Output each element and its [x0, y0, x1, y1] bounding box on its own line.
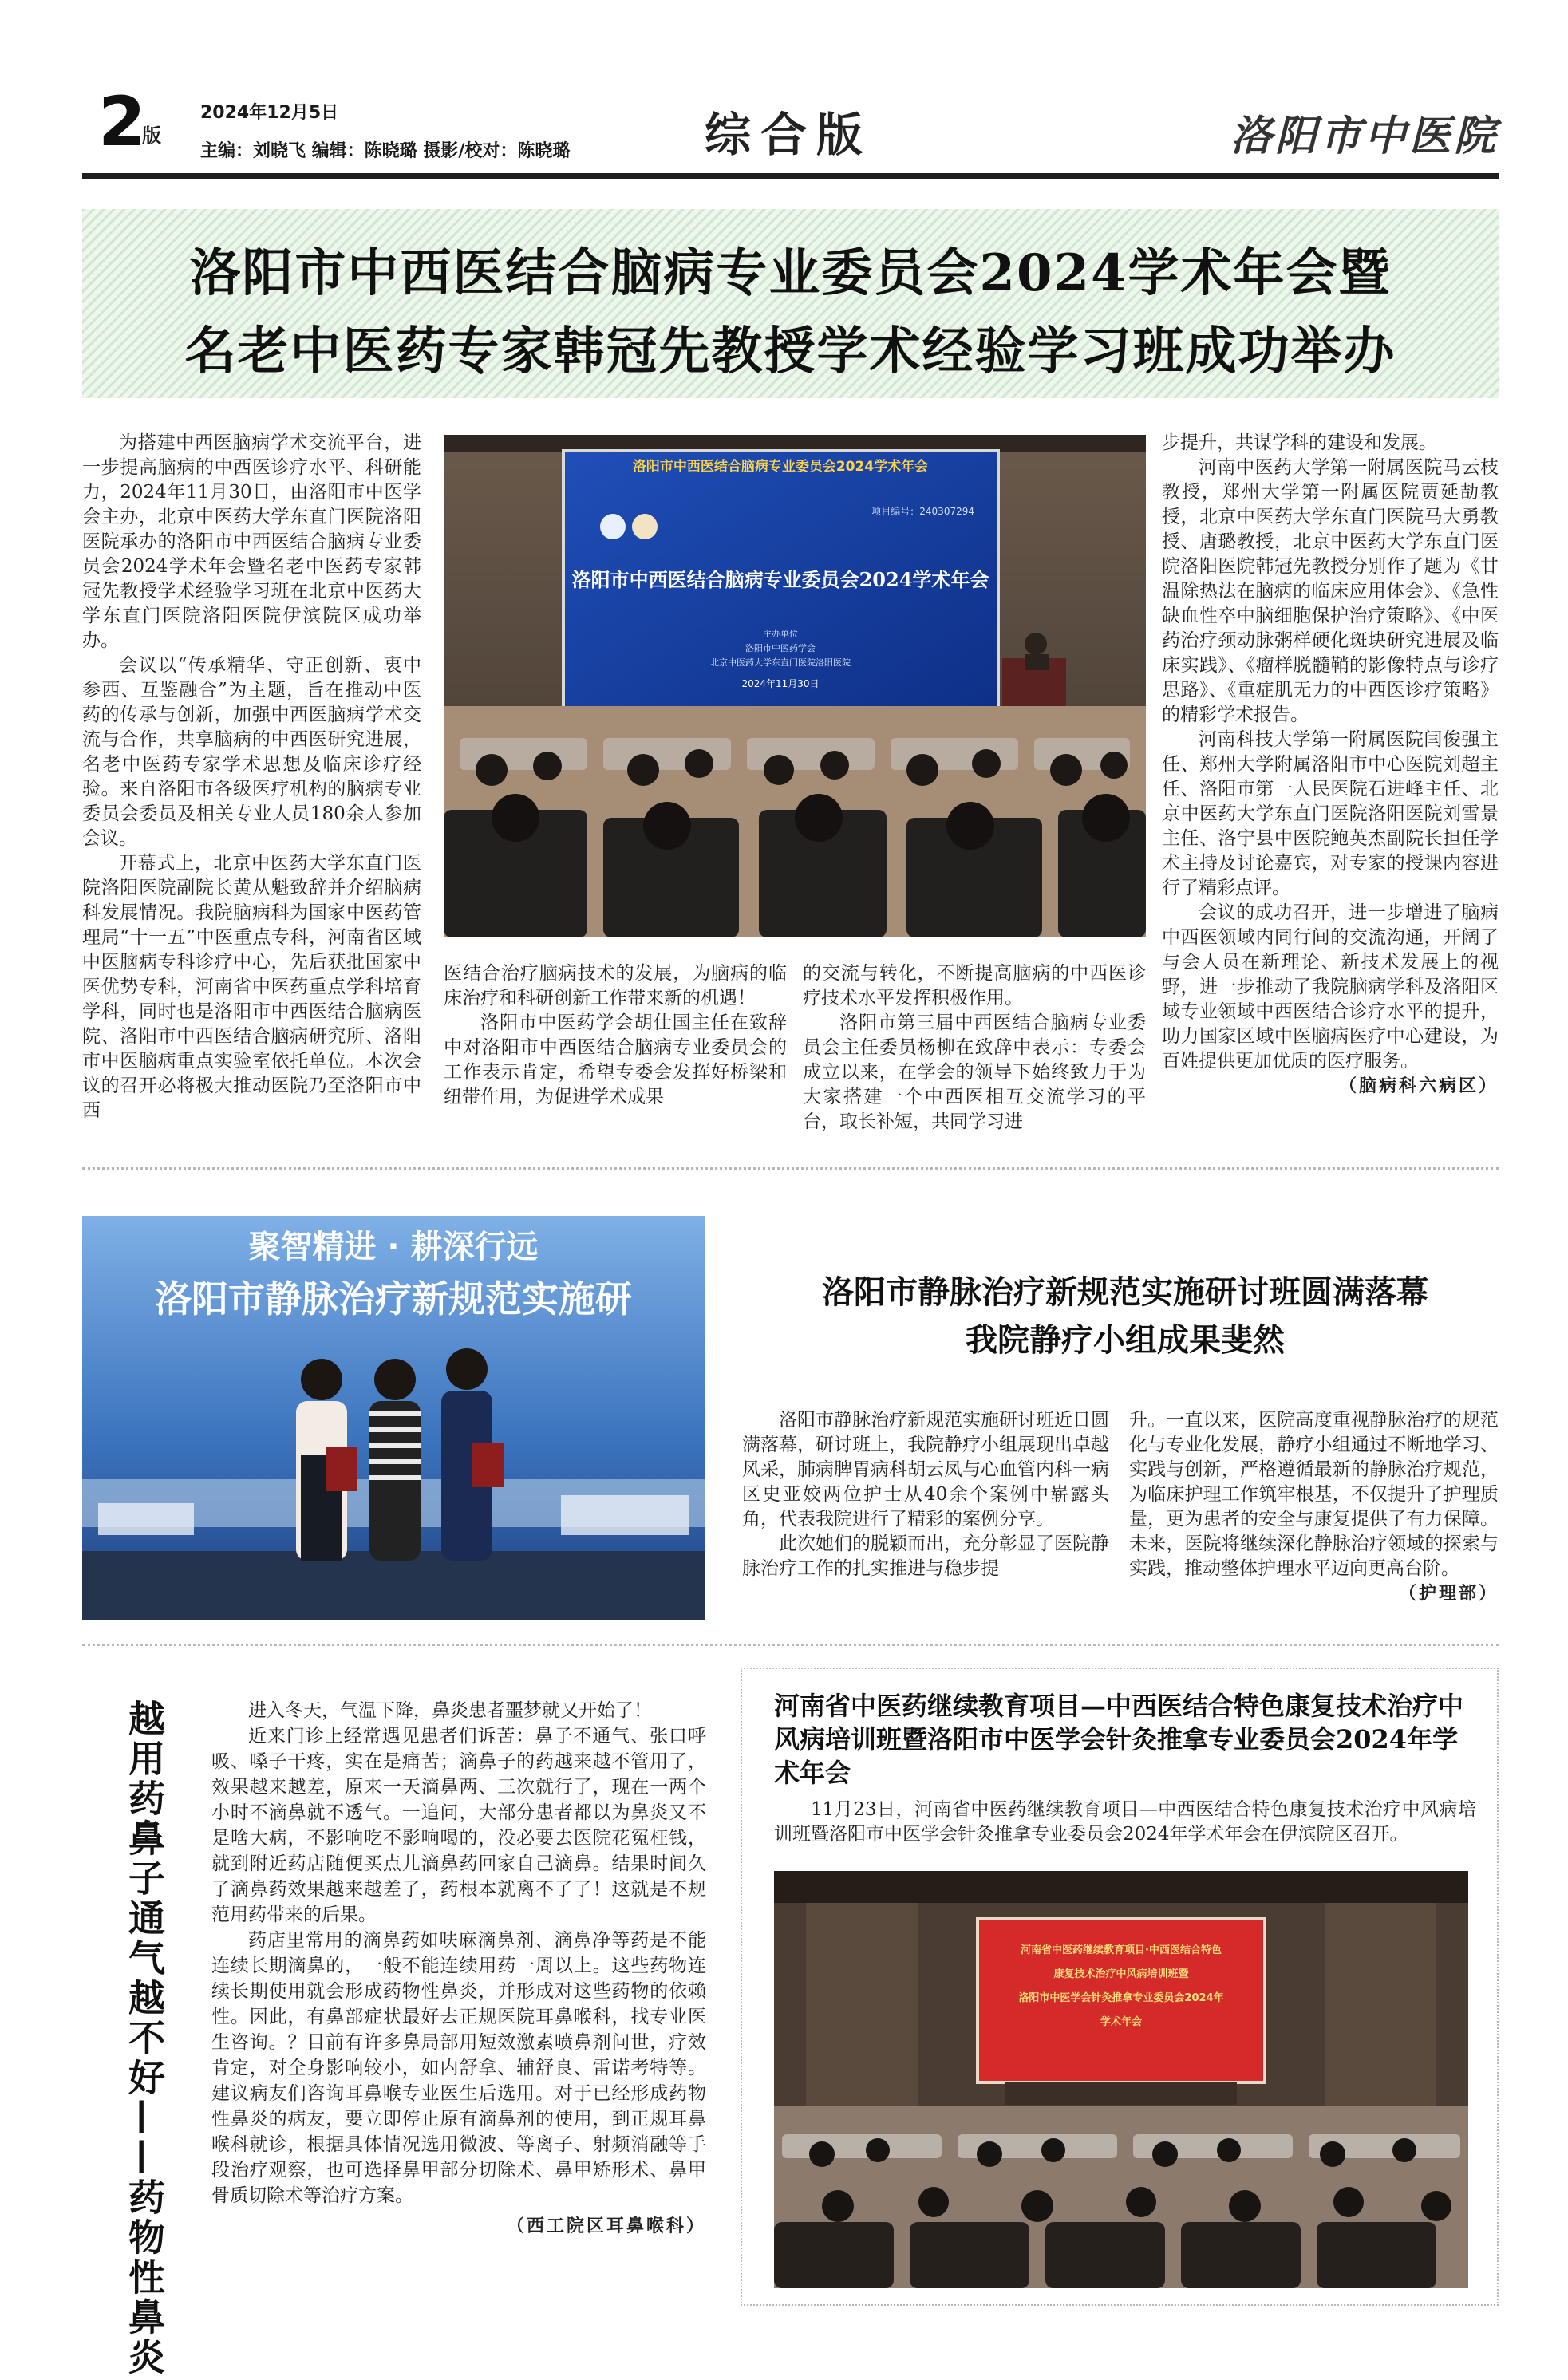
article2-column-1 [742, 1408, 1109, 1581]
masthead-rule [82, 173, 1499, 179]
article1-column-1 [82, 431, 421, 1123]
screen-line-2: 康复技术治疗中风病培训班暨 [1053, 1968, 1189, 1980]
article2-column-2 [1129, 1408, 1499, 1606]
logo-icon [632, 514, 658, 539]
article1-column-3 [803, 961, 1146, 1135]
stage-table [1005, 2082, 1237, 2105]
paragraph: 11月23日，河南省中医药继续教育项目—中西医结合特色康复技术治疗中风病培训班暨洛阳市中医学会针灸推拿专业委员会2024年学术年会在伊滨院区召开。 [774, 1799, 1476, 1845]
training-meeting-photo-art [774, 1871, 1468, 2288]
screen-host-2: 北京中医药大学东直门医院洛阳医院 [710, 657, 851, 668]
person [369, 1359, 421, 1561]
byline: （西工院区耳鼻喉科） [506, 2216, 706, 2236]
headline-line-2: 我院静疗小组成果斐然 [966, 1321, 1285, 1359]
paragraph: 洛阳市第三届中西医结合脑病专业委员会主任委员杨柳在致辞中表示：专委会成立以来，在学会的领导下始终致力于为大家搭建一个中西医相互交流学习的平台，取长补短，共同学习进 [803, 1012, 1146, 1132]
screen-line-3: 洛阳市中医学会针灸推拿专业委员会2024年 [1018, 1992, 1224, 2004]
staff-credits: 主编：刘晓飞 编辑：陈晓璐 摄影/校对：陈晓璐 [200, 141, 571, 161]
article4-body [774, 1798, 1476, 1847]
paragraph: 进入冬天，气温下降，鼻炎患者噩梦就又开始了！ [248, 1700, 652, 1721]
paragraph: 的交流与转化，不断提高脑病的中西医诊疗技术水平发挥积极作用。 [803, 963, 1146, 1008]
paragraph: 步提升，共谋学科的建设和发展。 [1162, 432, 1437, 453]
headline-line-2: 名老中医药专家韩冠先教授学术经验学习班成功举办 [184, 321, 1396, 381]
article3-body [211, 1698, 706, 2239]
screen-main-title: 洛阳市中西医结合脑病专业委员会2024学术年会 [571, 568, 989, 591]
headline-banner [82, 209, 1499, 398]
section-title: 综合版 [705, 108, 873, 162]
training-meeting-photo [774, 1871, 1468, 2288]
conference-photo-art [444, 435, 1146, 937]
conference-photo [444, 435, 1146, 937]
photo-banner-slogan: 聚智精进 · 耕深行远 [248, 1229, 539, 1265]
photo-banner-title: 洛阳市静脉治疗新规范实施研 [155, 1277, 632, 1320]
paragraph: 升。一直以来，医院高度重视静脉治疗的规范化与专业化发展，静疗小组通过不断地学习、实践与创新，严格遵循最新的静脉治疗规范，为临床护理工作筑牢根基，不仅提升了护理质量，更为患者的安全与康复提供了有力保障。未来，医院将继续深化静脉治疗领域的探索与实践，推动整体护理水平迈向更高台阶。 [1129, 1410, 1499, 1579]
paragraph: 药店里常用的滴鼻药如呋麻滴鼻剂、滴鼻净等药是不能连续长期滴鼻的，一般不能连续用药一周以上。这些药物连续长期使用就会形成药物性鼻炎，并形成对这些药物的依赖性。因此，有鼻部症状最好去正规医院耳鼻喉科，找专业医生咨询。？目前有许多鼻局部用短效激素喷鼻剂问世，疗效肯定，对全身影响较小，如内舒拿、辅舒良、雷诺考特等。建议病友们咨询耳鼻喉专业医生后选用。对于已经形成药物性鼻炎的病友，要立即停止原有滴鼻剂的使用，到正规耳鼻喉科就诊，根据具体情况选用微波、等离子、射频消融等手段治疗观察，也可选择鼻甲部分切除术、鼻甲矫形术、鼻甲骨质切除术等治疗方案。 [211, 1930, 706, 2206]
paragraph: 洛阳市中医药学会胡仕国主任在致辞中对洛阳市中西医结合脑病专业委员会的工作表示肯定，希望专委会发挥好桥梁和纽带作用，为促进学术成果 [444, 1012, 787, 1107]
paragraph: 为搭建中西医脑病学术交流平台，进一步提高脑病的中西医诊疗水平、科研能力，2024年11月30日，由洛阳市中医学会主办，北京中医药大学东直门医院洛阳医院承办的洛阳市中西医结合脑病专业委员会2024学术年会暨名老中医药专家韩冠先教授学术经验学习班在北京中医药大学东直门医院洛阳医院伊滨院区成功举办。 [82, 432, 421, 651]
page-number: 2 [98, 82, 146, 162]
paragraph: 会议以“传承精华、守正创新、衷中参西、互鉴融合”为主题，旨在推动中医药的传承与创新，加强中西医脑病学术交流与合作，共享脑病的中西医研究进展，名老中医药专家学术思想及临床诊疗经验。来自洛阳市各级医疗机构的脑病专业委员会委员及相关专业人员180余人参加会议。 [82, 655, 421, 849]
byline: （脑病科六病区） [1338, 1076, 1499, 1096]
section-divider [82, 1644, 1499, 1646]
paragraph: 医结合治疗脑病技术的发展，为脑病的临床治疗和科研创新工作带来新的机遇！ [444, 963, 787, 1008]
article1-column-2 [444, 961, 787, 1110]
article3-vertical-title: 越用药鼻子通气越不好——药物性鼻炎 [123, 1699, 166, 2378]
article4-headline: 河南省中医药继续教育项目—中西医结合特色康复技术治疗中风病培训班暨洛阳市中医学会针灸推拿专业委员会2024年学术年会 [774, 1691, 1464, 1788]
screen-host-label: 主办单位 [763, 629, 798, 639]
paragraph: 洛阳市静脉治疗新规范实施研讨班近日圆满落幕，研讨班上，我院静疗小组展现出卓越风采，肺病脾胃病科胡云凤与心血管内科一病区史亚姣两位护士从40余个案例中崭露头角，代表我院进行了精彩的案例分享。 [742, 1410, 1109, 1529]
issue-date: 2024年12月5日 [200, 103, 339, 123]
screen-host-1: 洛阳市中医药学会 [745, 643, 816, 653]
certificate-icon [472, 1443, 504, 1487]
brand-logo: 洛阳市中医院 [1230, 112, 1499, 160]
screen-line-4: 学术年会 [1100, 2016, 1143, 2028]
masthead [82, 80, 1499, 172]
nursing-team-photo-art [82, 1216, 705, 1620]
screen-title-text: 洛阳市中西医结合脑病专业委员会2024学术年会 [632, 459, 929, 475]
paragraph: 河南科技大学第一附属医院闫俊强主任、郑州大学附属洛阳市中心医院刘超主任、洛阳市第一人民医院石进峰主任、北京中医药大学东直门医院洛阳医院刘雪景主任、洛宁县中医院鲍英杰副院长担任学术主持及讨论嘉宾，对专家的授课内容进行了精彩点评。 [1162, 729, 1499, 898]
nursing-team-photo [82, 1216, 705, 1620]
paragraph: 近来门诊上经常遇见患者们诉苦：鼻子不通气、张口呼吸、嗓子干疼，实在是痛苦；滴鼻子的药越来越不管用了，效果越来越差，原来一天滴鼻两、三次就行了，现在一两个小时不滴鼻就不透气。一追问，大部分患者都以为鼻炎又不是啥大病，不影响吃不影响喝的，没必要去医院花冤枉钱，就到附近药店随便买点儿滴鼻药回家自己滴鼻。结果时间久了滴鼻药效果越来越差了，药根本就离不了了！这就是不规范用药带来的后果。 [211, 1726, 706, 1925]
paragraph: 开幕式上，北京中医药大学东直门医院洛阳医院副院长黄从魁致辞并介绍脑病科发展情况。我院脑病科为国家中医药管理局“十一五”中医重点专科，河南省区域中医脑病专科诊疗中心，先后获批国家中医优势专科，河南省中医药重点学科培育学科，同时也是洛阳市中西医结合脑病医院、洛阳市中西医结合脑病研究所、洛阳市中医脑病重点实验室依托单位。本次会议的召开必将极大推动医院乃至洛阳市中西 [82, 853, 421, 1121]
headline-line-1: 洛阳市中西医结合脑病专业委员会2024学术年会暨 [189, 243, 1392, 303]
project-number-text: 项目编号：240307294 [871, 506, 974, 517]
paragraph: 会议的成功召开，进一步增进了脑病中西医领域内同行间的交流沟通，开阔了与会人员在新理论、新技术发展上的视野，进一步推动了我院脑病学科及洛阳区域专业领域中西医结合诊疗水平的提升，助力国家区域中医脑病医疗中心建设，为百姓提供更加优质的医疗服务。 [1162, 902, 1499, 1072]
byline: （护理部） [1398, 1583, 1499, 1604]
section-divider [82, 1167, 1499, 1170]
logo-icon [600, 514, 626, 539]
paragraph: 此次她们的脱颖而出，充分彰显了医院静脉治疗工作的扎实推进与稳步提 [742, 1533, 1109, 1579]
screen-line-1: 河南省中医药继续教育项目·中西医结合特色 [1021, 1944, 1222, 1956]
screen-date: 2024年11月30日 [741, 678, 820, 689]
page-unit: 版 [142, 124, 161, 147]
headline-line-1: 洛阳市静脉治疗新规范实施研讨班圆满落幕 [822, 1273, 1428, 1311]
certificate-icon [326, 1447, 357, 1491]
article2-headline [758, 1269, 1492, 1364]
speaker [1025, 633, 1047, 655]
paragraph: 河南中医药大学第一附属医院马云枝教授，郑州大学第一附属医院贾延劼教授，北京中医药大学东直门医院马大勇教授、唐璐教授，北京中医药大学东直门医院洛阳医院韩冠先教授分别作了题为《甘温除热法在脑病的临床应用体会》、《急性缺血性卒中脑细胞保护治疗策略》、《中医药治疗颈动脉粥样硬化斑块研究进展及临床实践》、《瘤样脱髓鞘的影像特点与诊疗思路》、《重症肌无力的中西医诊疗策略》的精彩学术报告。 [1162, 457, 1499, 725]
article1-column-4 [1162, 431, 1499, 1099]
